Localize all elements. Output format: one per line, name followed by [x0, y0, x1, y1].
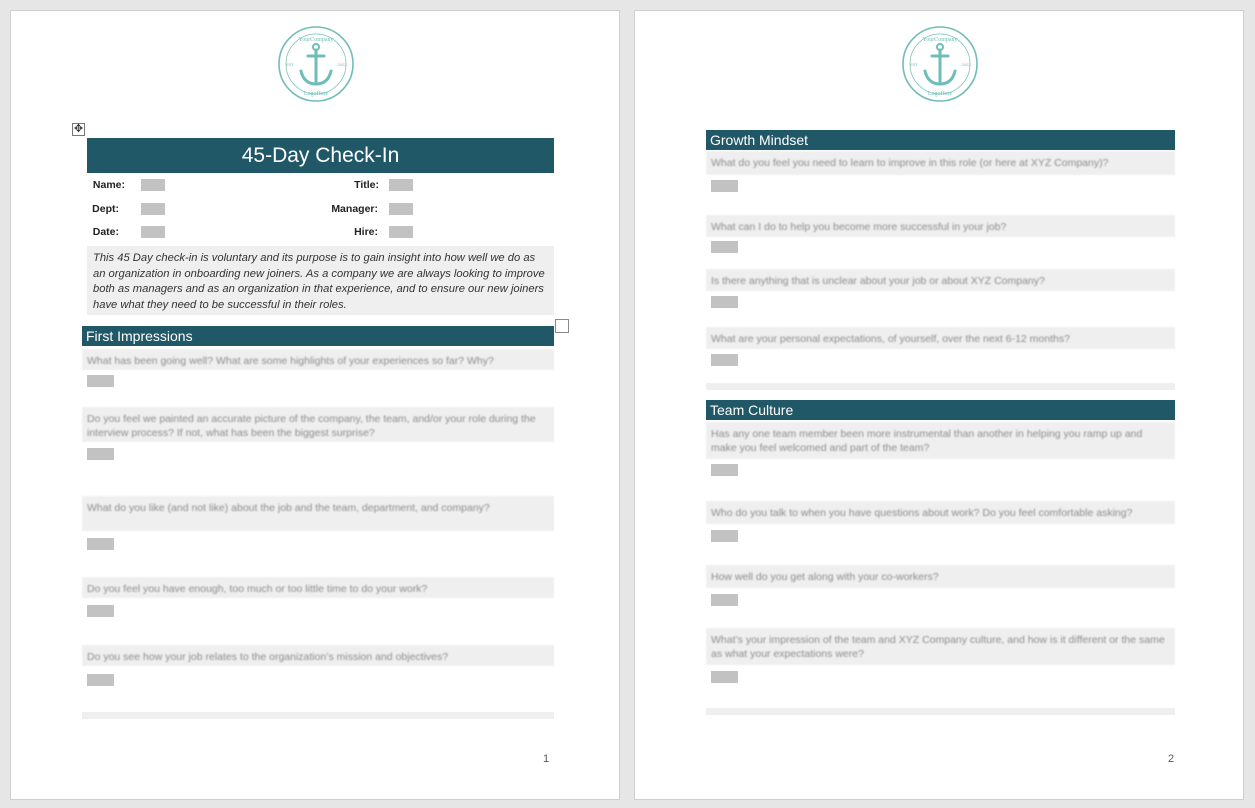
logo-bottom-text: LogoHere	[927, 91, 953, 97]
page-number: 1	[543, 753, 550, 765]
question-text: What has been going well? What are some highlights of your experiences so far? Why?	[82, 349, 554, 370]
table-bottom-row	[82, 712, 554, 719]
company-logo	[277, 25, 355, 103]
title-label: Title:	[354, 179, 379, 191]
hire-label: Hire:	[354, 226, 378, 238]
question-text: Do you see how your job relates to the organization’s mission and objectives?	[82, 645, 554, 666]
answer-field[interactable]	[711, 594, 738, 606]
page-number: 2	[1168, 753, 1175, 765]
logo-left-text: EST	[286, 62, 294, 67]
answer-field[interactable]	[711, 464, 738, 476]
dept-field[interactable]	[141, 203, 165, 215]
date-field[interactable]	[141, 226, 165, 238]
answer-field[interactable]	[711, 530, 738, 542]
manager-label: Manager:	[331, 203, 378, 215]
answer-field[interactable]	[87, 605, 114, 617]
answer-field[interactable]	[87, 538, 114, 550]
logo-top-text: YourCompany	[922, 37, 958, 43]
answer-field[interactable]	[711, 671, 738, 683]
answer-field[interactable]	[87, 674, 114, 686]
table-move-handle[interactable]: ✥	[73, 123, 84, 135]
logo-right-text: 2022	[961, 62, 971, 67]
answer-field[interactable]	[711, 180, 738, 192]
table-bottom-row	[706, 383, 1175, 390]
question-text: What’s your impression of the team and XYZ Company culture, and how is it different or the same as what your expectations were?	[706, 628, 1175, 665]
anchor-icon	[301, 44, 331, 84]
title-field[interactable]	[389, 179, 413, 191]
hire-field[interactable]	[389, 226, 413, 238]
document-page-2	[634, 10, 1244, 800]
question-text: Do you feel we painted an accurate picture of the company, the team, and/or your role during the interview process? If not, what has been the biggest surprise?	[82, 407, 554, 442]
company-logo	[901, 25, 979, 103]
name-field[interactable]	[141, 179, 165, 191]
question-text: What are your personal expectations, of yourself, over the next 6-12 months?	[706, 327, 1175, 349]
name-label: Name:	[92, 179, 125, 191]
intro-text: This 45 Day check-in is voluntary and its purpose is to gain insight into how well we do as an organization in onboarding new joiners. As a company we are always looking to improve both as managers and as an organization in that experience, and to ensure our new joiners have what they need to be successful in their roles.	[87, 246, 554, 315]
section-growth-mindset: Growth Mindset	[706, 130, 1175, 150]
logo-bottom-text: LogoHere	[303, 91, 329, 97]
question-text: What do you feel you need to learn to improve in this role (or here at XYZ Company)?	[706, 151, 1175, 175]
table-bottom-row	[706, 708, 1175, 715]
question-text: Do you feel you have enough, too much or too little time to do your work?	[82, 577, 554, 598]
question-text: Who do you talk to when you have questions about work? Do you feel comfortable asking?	[706, 501, 1175, 524]
section-first-impressions: First Impressions	[82, 326, 554, 346]
logo-top-text: YourCompany	[298, 37, 334, 43]
dept-label: Dept:	[92, 203, 119, 215]
answer-field[interactable]	[87, 375, 114, 387]
answer-field[interactable]	[711, 241, 738, 253]
question-text: Has any one team member been more instrumental than another in helping you ramp up and make you feel welcomed and part of the team?	[706, 422, 1175, 459]
answer-field[interactable]	[711, 354, 738, 366]
question-text: How well do you get along with your co-workers?	[706, 565, 1175, 588]
document-page-1	[10, 10, 620, 800]
anchor-icon	[925, 44, 955, 84]
answer-field[interactable]	[711, 296, 738, 308]
question-text: What do you like (and not like) about the job and the team, department, and company?	[82, 496, 554, 531]
form-title: 45-Day Check-In	[87, 138, 554, 173]
question-text: Is there anything that is unclear about your job or about XYZ Company?	[706, 269, 1175, 291]
table-resize-handle[interactable]	[555, 319, 569, 333]
question-text: What can I do to help you become more successful in your job?	[706, 215, 1175, 237]
logo-right-text: 2022	[337, 62, 347, 67]
logo-left-text: EST	[910, 62, 918, 67]
date-label: Date:	[92, 226, 119, 238]
manager-field[interactable]	[389, 203, 413, 215]
section-team-culture: Team Culture	[706, 400, 1175, 420]
answer-field[interactable]	[87, 448, 114, 460]
